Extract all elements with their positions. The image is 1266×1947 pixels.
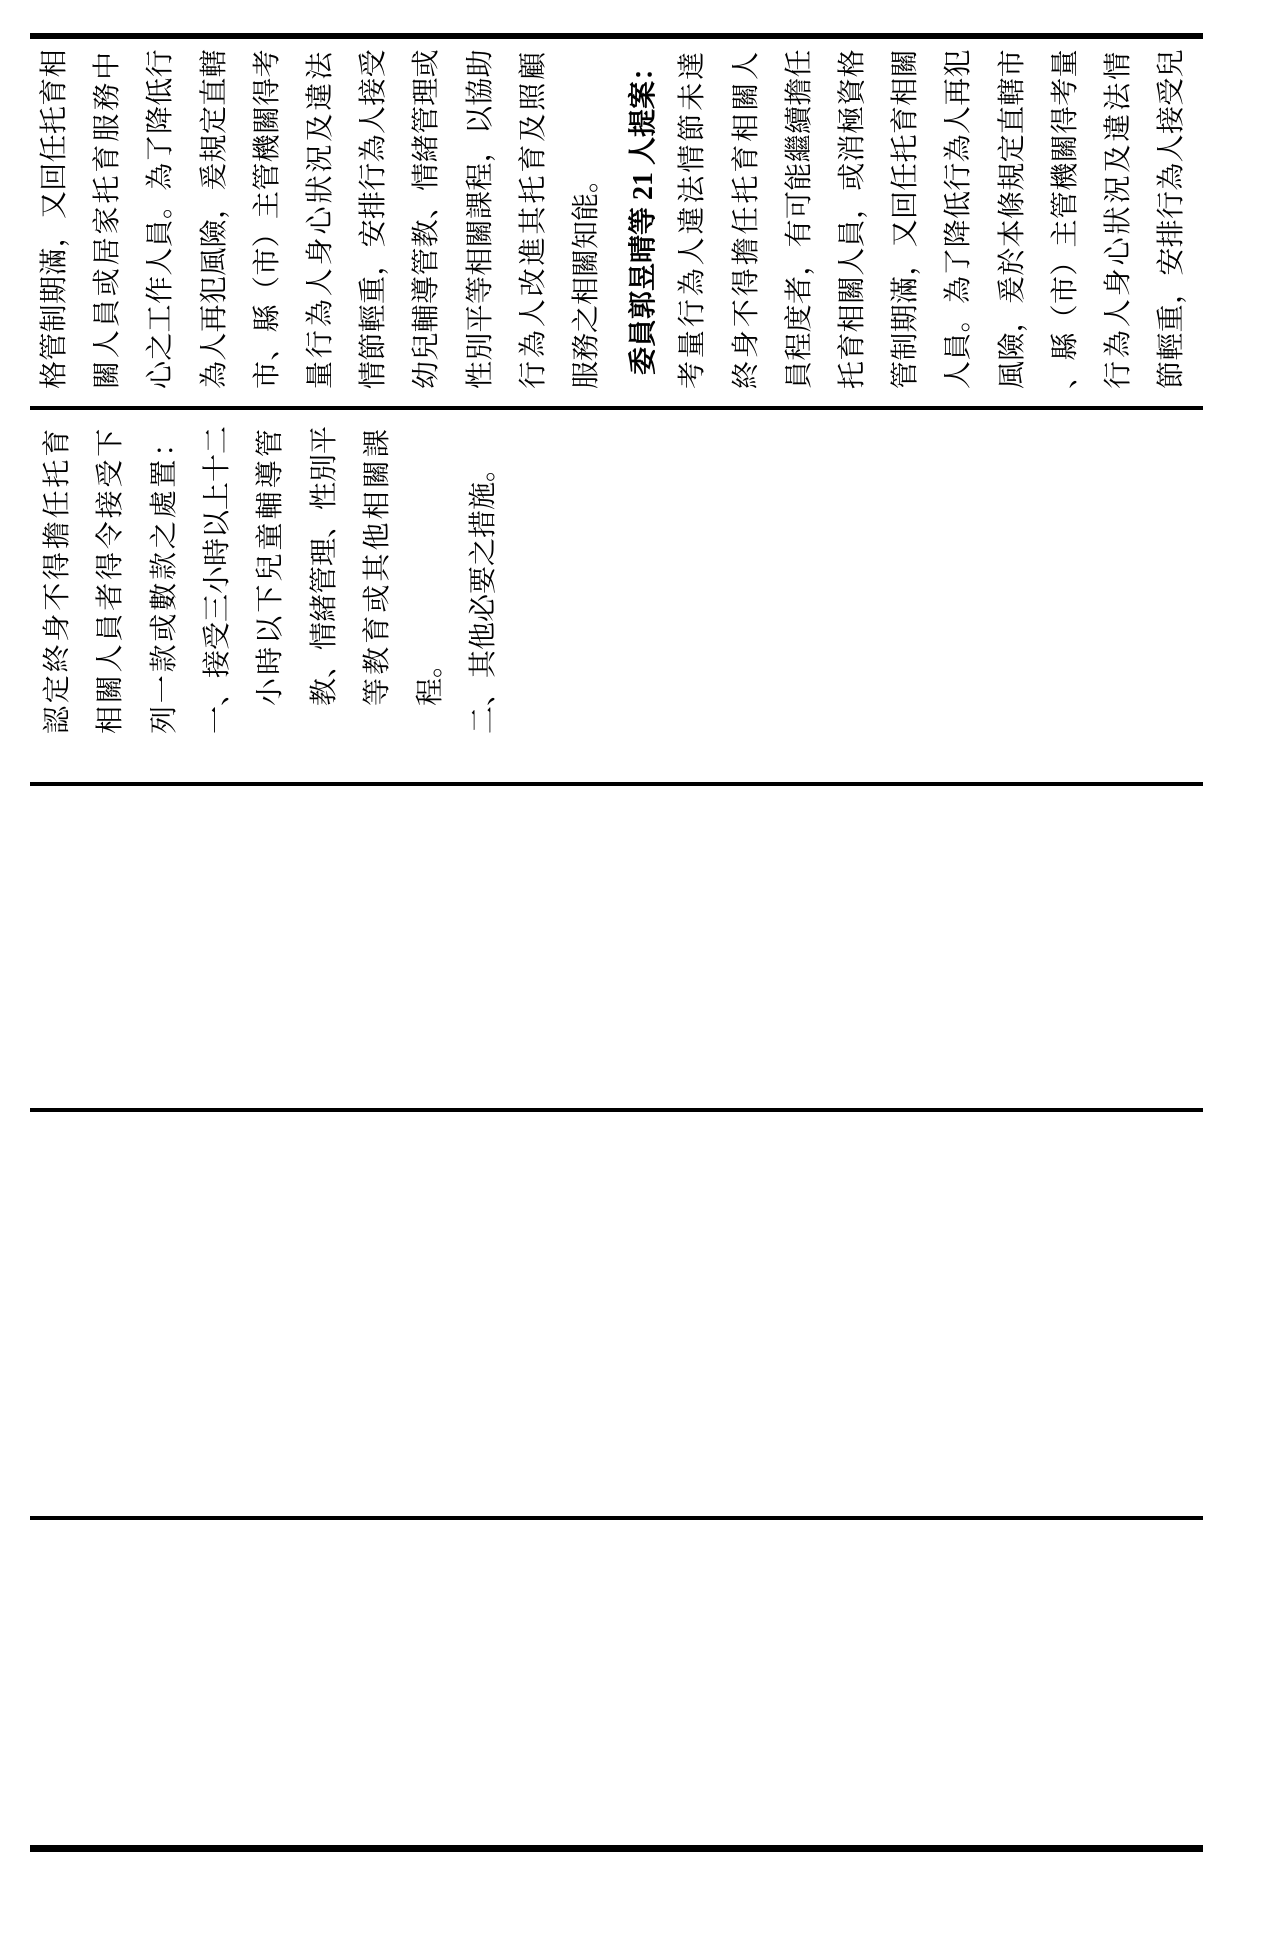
text-line: 行為人身心狀況及違法情 — [1103, 48, 1134, 389]
text-line: 二、其他必要之措施。 — [468, 453, 500, 734]
text-line: 、縣（市）主管機關得考量 — [1049, 49, 1081, 389]
text-line: 節輕重，安排行為人接受兒 — [1156, 49, 1188, 389]
text-line: 管制期滿，又回任托育相關 — [890, 49, 922, 389]
text-line: 關人員或居家托育服務中 — [92, 48, 124, 389]
text-line: 托育相關人員，或消極資格 — [837, 49, 868, 389]
text-line: 性別平等相關課程，以協助 — [464, 49, 496, 389]
text-line: 認定終身不得擔任托育 — [42, 425, 73, 734]
text-line: 等教育或其他相關課 — [361, 426, 393, 706]
text-line: 終身不得擔任托育相關人 — [730, 48, 762, 389]
text-line: 委員郭昱晴等 21 人提案： — [628, 52, 660, 375]
text-line: 為人再犯風險，爰規定直轄 — [198, 49, 230, 389]
text-line: 人員。為了降低行為人再犯 — [943, 49, 975, 389]
text-line: 市、縣（市）主管機關得考 — [251, 49, 283, 389]
text-line: 相關人員者得令接受下 — [95, 425, 127, 734]
table-rule-5 — [30, 1516, 1203, 1520]
text-line: 情節輕重，安排行為人接受 — [358, 49, 390, 389]
table-rule-bottom — [30, 1845, 1203, 1852]
table-rule-4 — [30, 1108, 1203, 1112]
text-line: 列一款或數款之處置： — [148, 425, 180, 734]
text-line: 風險，爰於本條規定直轄市 — [996, 49, 1028, 389]
text-line: 量行為人身心狀況及違法 — [305, 48, 336, 389]
text-line: 心之工作人員。為了降低行 — [145, 49, 177, 389]
text-line: 行為人改進其托育及照顧 — [517, 48, 549, 389]
table-rule-3 — [30, 782, 1203, 786]
text-line: 程。 — [415, 649, 447, 706]
text-line: 小時以下兒童輔導管 — [255, 426, 287, 706]
text-line: 教、情緒管理、性別平 — [308, 425, 340, 706]
text-line: 一、接受三小時以上十二 — [201, 425, 233, 734]
text-line: 服務之相關知能。 — [571, 164, 602, 389]
text-line: 格管制期滿，又回任托育相 — [39, 49, 70, 389]
text-line: 員程度者，有可能繼續擔任 — [783, 49, 815, 389]
text-line: 考量行為人違法情節未達 — [677, 48, 709, 389]
table-rule-2 — [30, 406, 1203, 410]
table-rule-top — [30, 33, 1203, 39]
text-line: 幼兒輔導管教、情緒管理或 — [411, 49, 443, 389]
